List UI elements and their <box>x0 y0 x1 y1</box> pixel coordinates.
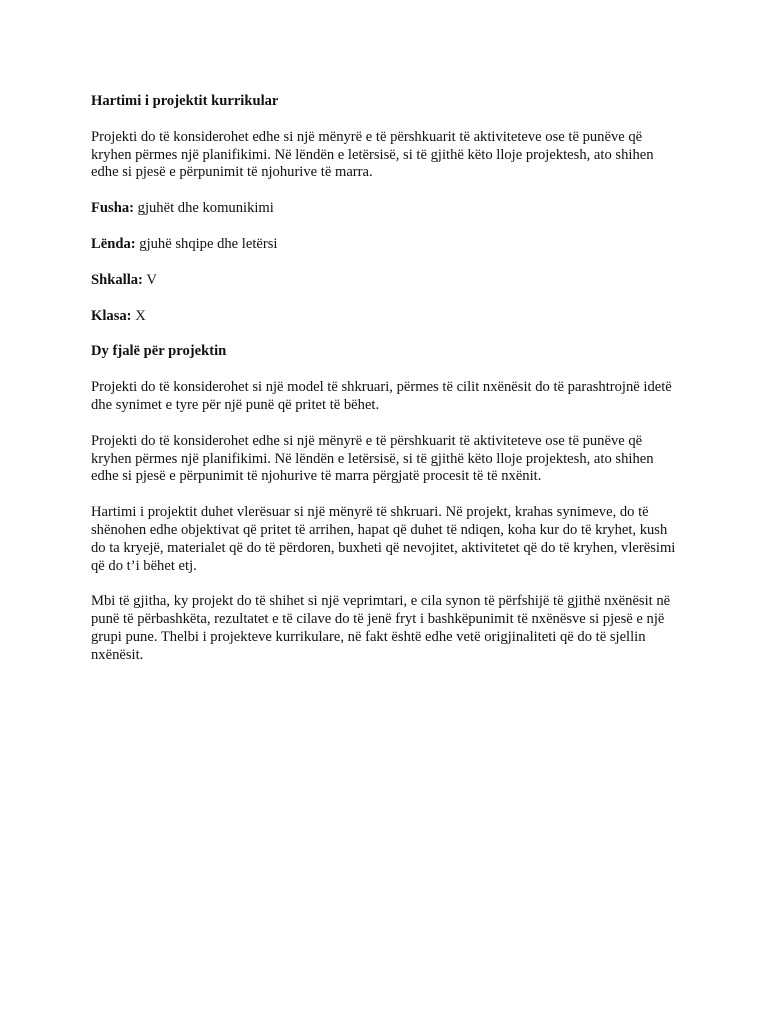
section-heading: Dy fjalë për projektin <box>91 343 227 360</box>
field-lenda <box>91 236 681 254</box>
intro-paragraph: Projekti do të konsiderohet edhe si një mënyrë e të përshkuarit të aktiviteteve ose të punëve që kryhen përmes një planifikimi. Në lëndën e letërsisë, si të gjithë këto lloje projektesh, ato shihen edhe si pjesë e përpunimit të njohurive të marra. <box>91 128 654 181</box>
field-label: Fusha: <box>91 200 134 217</box>
field-value: gjuhët dhe komunikimi <box>137 200 274 217</box>
field-klasa <box>91 308 681 326</box>
body-paragraph: Mbi të gjitha, ky projekt do të shihet si një veprimtari, e cila synon të përfshijë të gjithë nxënësit në punë të përbashkëta, rezultatet e të cilave do të jenë fryt i bashkëpunimit të nxënësve si pjesë e një grupi pune. Thelbi i projekteve kurrikulare, në fakt është edhe vetë origjinaliteti që do të sjellin nxënësit. <box>91 593 671 663</box>
field-value: V <box>146 271 157 288</box>
field-label: Klasa: <box>91 307 132 324</box>
document-page <box>91 93 681 683</box>
document-title: Hartimi i projektit kurrikular <box>91 93 279 109</box>
body-paragraph: Hartimi i projektit duhet vlerësuar si një mënyrë të shkruari. Në projekt, krahas synimeve, do të shënohen edhe objektivat që pritet të arrihen, hapat që duhet të ndiqen, koha kur do të kryhet, kush do ta kryejë, materialet që do të përdoren, buxheti që nevojitet, aktivitetet që do të kryhen, vlerësimi që do t’i bëhet etj. <box>91 504 676 574</box>
body-paragraph: Projekti do të konsiderohet edhe si një mënyrë e të përshkuarit të aktiviteteve ose të punëve që kryhen përmes një planifikimi. Në lëndën e letërsisë, si të gjithë këto lloje projektesh, ato shihen edhe si pjesë e përpunimit të njohurive të marra përgjatë procesit të të nxënit. <box>91 432 654 485</box>
field-value: gjuhë shqipe dhe letërsi <box>139 235 278 252</box>
field-shkalla <box>91 272 681 290</box>
field-fusha <box>91 200 681 218</box>
field-label: Shkalla: <box>91 271 143 288</box>
field-label: Lënda: <box>91 235 136 252</box>
body-paragraph: Projekti do të konsiderohet si një model të shkruari, përmes të cilit nxënësit do të parashtrojnë idetë dhe synimet e tyre për një punë që pritet të bëhet. <box>91 379 672 413</box>
field-value: X <box>135 307 146 324</box>
